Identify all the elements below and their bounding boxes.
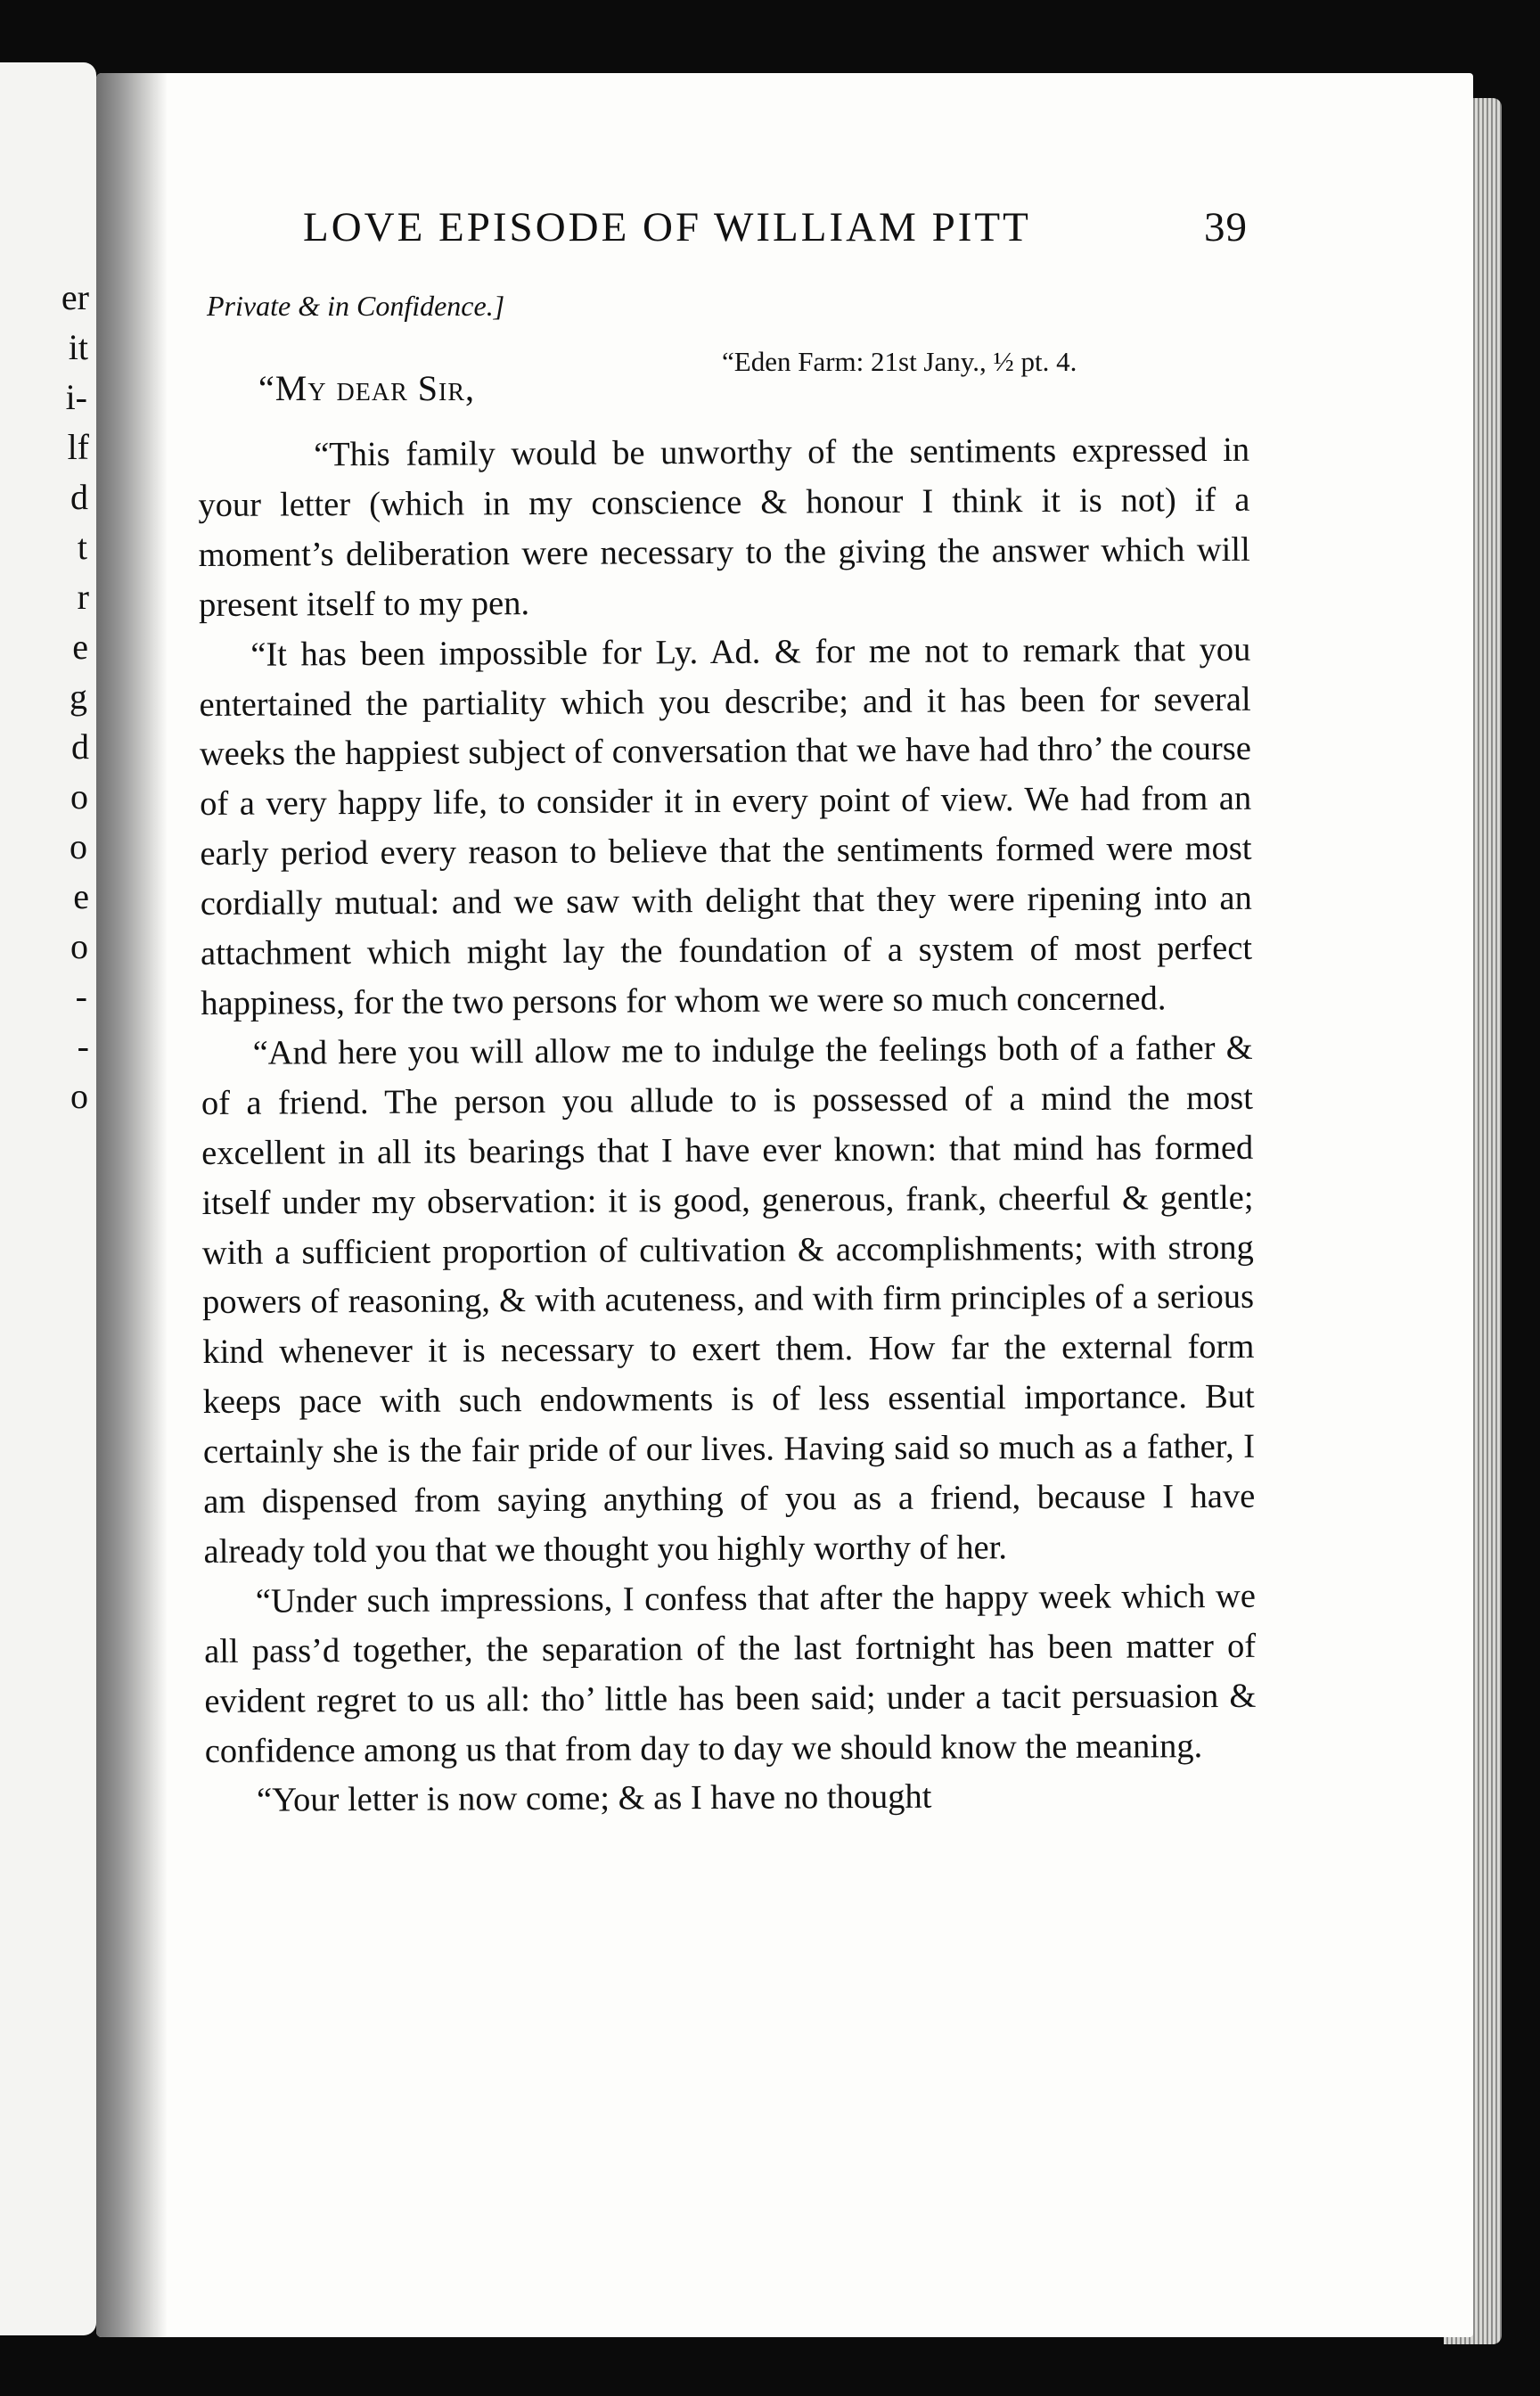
paragraph: “Your letter is now come; & as I have no thought xyxy=(256,1778,932,1820)
previous-page-fragment: er xyxy=(61,277,89,317)
page-number: 39 xyxy=(1204,204,1248,250)
running-header xyxy=(303,203,1248,251)
previous-page-fragment: o xyxy=(70,776,88,816)
previous-page-fragment: o xyxy=(70,1076,88,1116)
previous-page-fragment: d xyxy=(71,726,89,767)
previous-page-edge xyxy=(0,62,96,2335)
previous-page-fragment: e xyxy=(72,627,88,667)
letter-salutation: “My dear Sir, xyxy=(258,368,476,408)
page-gutter-shadow xyxy=(96,73,168,2337)
paragraph: “This family would be unworthy of the sentiments expressed in your letter (which in my conscience & honour I think it is not) if a moment’s deliberation were necessary to the giving the answer which will present itself to my pen. xyxy=(198,431,1250,624)
previous-page-fragment: d xyxy=(70,477,88,517)
previous-page-fragment: o xyxy=(70,926,88,966)
previous-page-fragment: e xyxy=(73,876,89,916)
paragraph: “It has been impossible for Ly. Ad. & for me not to remark that you entertained the partiality which you describe; and it has been for several weeks the happiest subject of conversation that we have had thro’ the course of a very happy life, to consider it in every point of view. We had from an early period every reason to believe that the sentiments formed were most cordially mutual: and we saw with delight that they were ripening into an attachment which might lay the foundation of a system of most perfect happiness, for the two persons for whom we were so much concerned. xyxy=(199,630,1253,1022)
previous-page-fragment: r xyxy=(77,577,89,617)
previous-page-fragment: i- xyxy=(65,377,87,417)
previous-page-fragment: - xyxy=(77,1026,89,1066)
paragraph: “Under such impressions, I confess that after the happy week which we all pass’d together, the separation of the last fortnight has been matter of evident regret to us all: tho’ little has been said; under a tacit persuasion & confidence among us that from day to day we should know the meaning. xyxy=(204,1577,1257,1770)
letter-dateline: “Eden Farm: 21st Jany., ½ pt. 4. xyxy=(722,346,1077,377)
previous-page-fragment: g xyxy=(70,677,87,717)
letter-body xyxy=(198,426,1257,1827)
running-title: LOVE EPISODE OF WILLIAM PITT xyxy=(303,204,1031,250)
previous-page-fragment: - xyxy=(75,976,87,1016)
paragraph: “And here you will allow me to indulge the feelings both of a father & of a friend. The person you allude to is possessed of a mind the most excellent in all its bearings that I have ever known: that mind has formed itself under my observation: it is good, generous, frank, cheerful & gentle; with a sufficient proportion of cultivation & accomplishments; with strong powers of reasoning, & with acuteness, and with firm principles of a serious kind whenever it is necessary to exert them. How far the external form keeps pace with such endowments is of less essential importance. But certainly she is the fair pride of our lives. Having said so much as a father, I am dispensed from saying anything of you as a friend, because I have already told you that we thought you highly worthy of her. xyxy=(201,1029,1256,1571)
previous-page-fragment: it xyxy=(68,327,88,367)
previous-page-fragment: o xyxy=(70,826,87,866)
previous-page-fragment: t xyxy=(77,527,87,567)
letter-marking: Private & in Confidence.] xyxy=(207,290,505,322)
previous-page-fragment: lf xyxy=(67,427,89,467)
